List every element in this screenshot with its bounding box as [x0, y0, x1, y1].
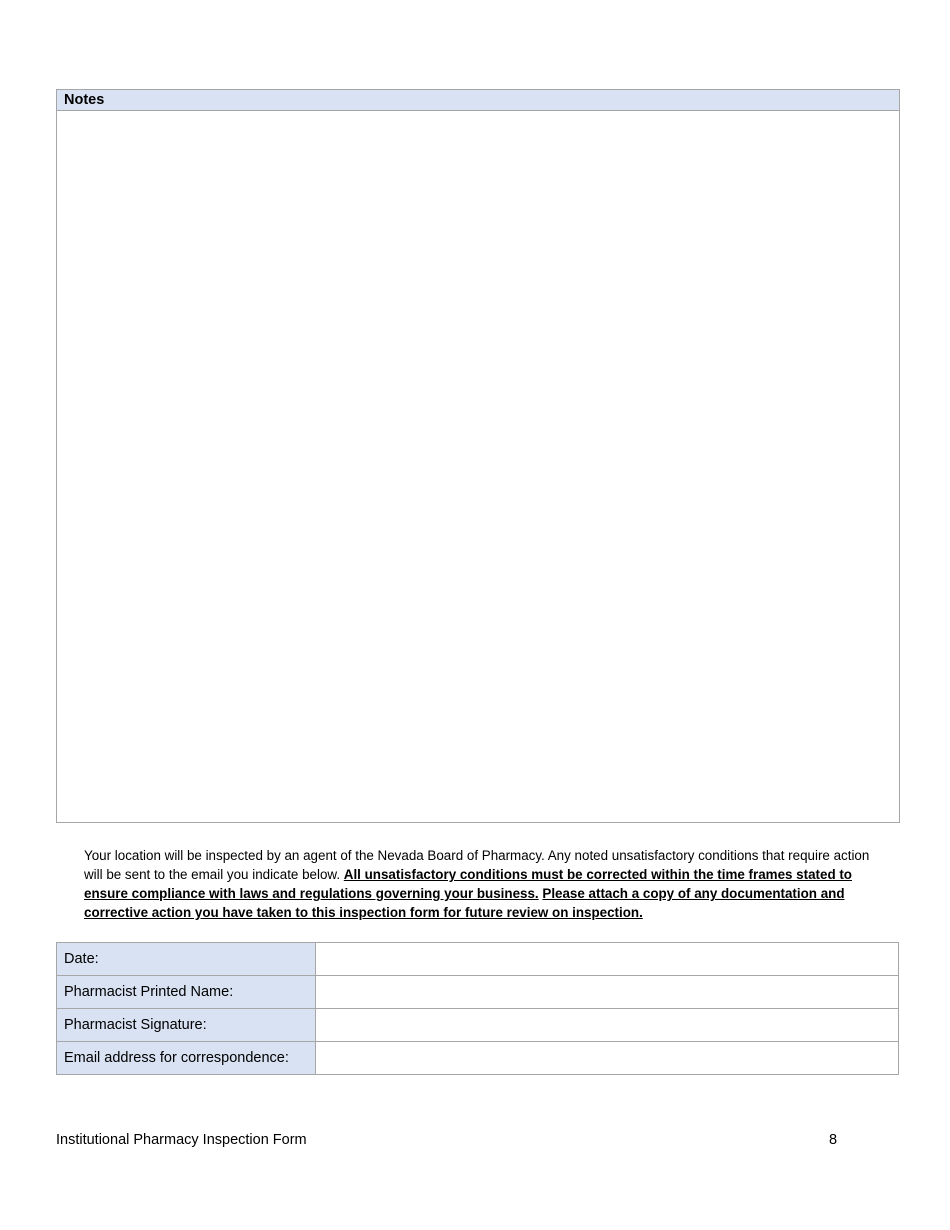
table-row [57, 943, 899, 976]
email-label: Email address for correspondence: [57, 1042, 316, 1075]
notice-correction-requirement: All unsatisfactory conditions must be corrected within the time frames stated to ensure compliance with laws and regulations governing your business. [84, 867, 852, 901]
page-number: 8 [829, 1132, 838, 1148]
email-field[interactable] [316, 1042, 899, 1075]
signature-table [56, 942, 899, 1075]
notes-area[interactable] [57, 111, 899, 822]
table-row [57, 1042, 899, 1075]
inspection-notice [84, 846, 874, 922]
notice-attachment-requirement: Please attach a copy of any documentation and corrective action you have taken to this inspection form for future review on inspection. [84, 886, 845, 920]
pharmacist-printed-name-field[interactable] [316, 976, 899, 1009]
pharmacist-signature-field[interactable] [316, 1009, 899, 1042]
date-field[interactable] [316, 943, 899, 976]
notes-box [56, 89, 900, 823]
notes-header: Notes [57, 90, 899, 111]
footer-title: Institutional Pharmacy Inspection Form [56, 1132, 307, 1148]
date-label: Date: [57, 943, 316, 976]
notice-intro: Your location will be inspected by an agent of the Nevada Board of Pharmacy. Any noted unsatisfactory conditions that require action will be sent to the email you indicate below. [84, 848, 870, 882]
table-row [57, 976, 899, 1009]
pharmacist-printed-name-label: Pharmacist Printed Name: [57, 976, 316, 1009]
table-row [57, 1009, 899, 1042]
pharmacist-signature-label: Pharmacist Signature: [57, 1009, 316, 1042]
